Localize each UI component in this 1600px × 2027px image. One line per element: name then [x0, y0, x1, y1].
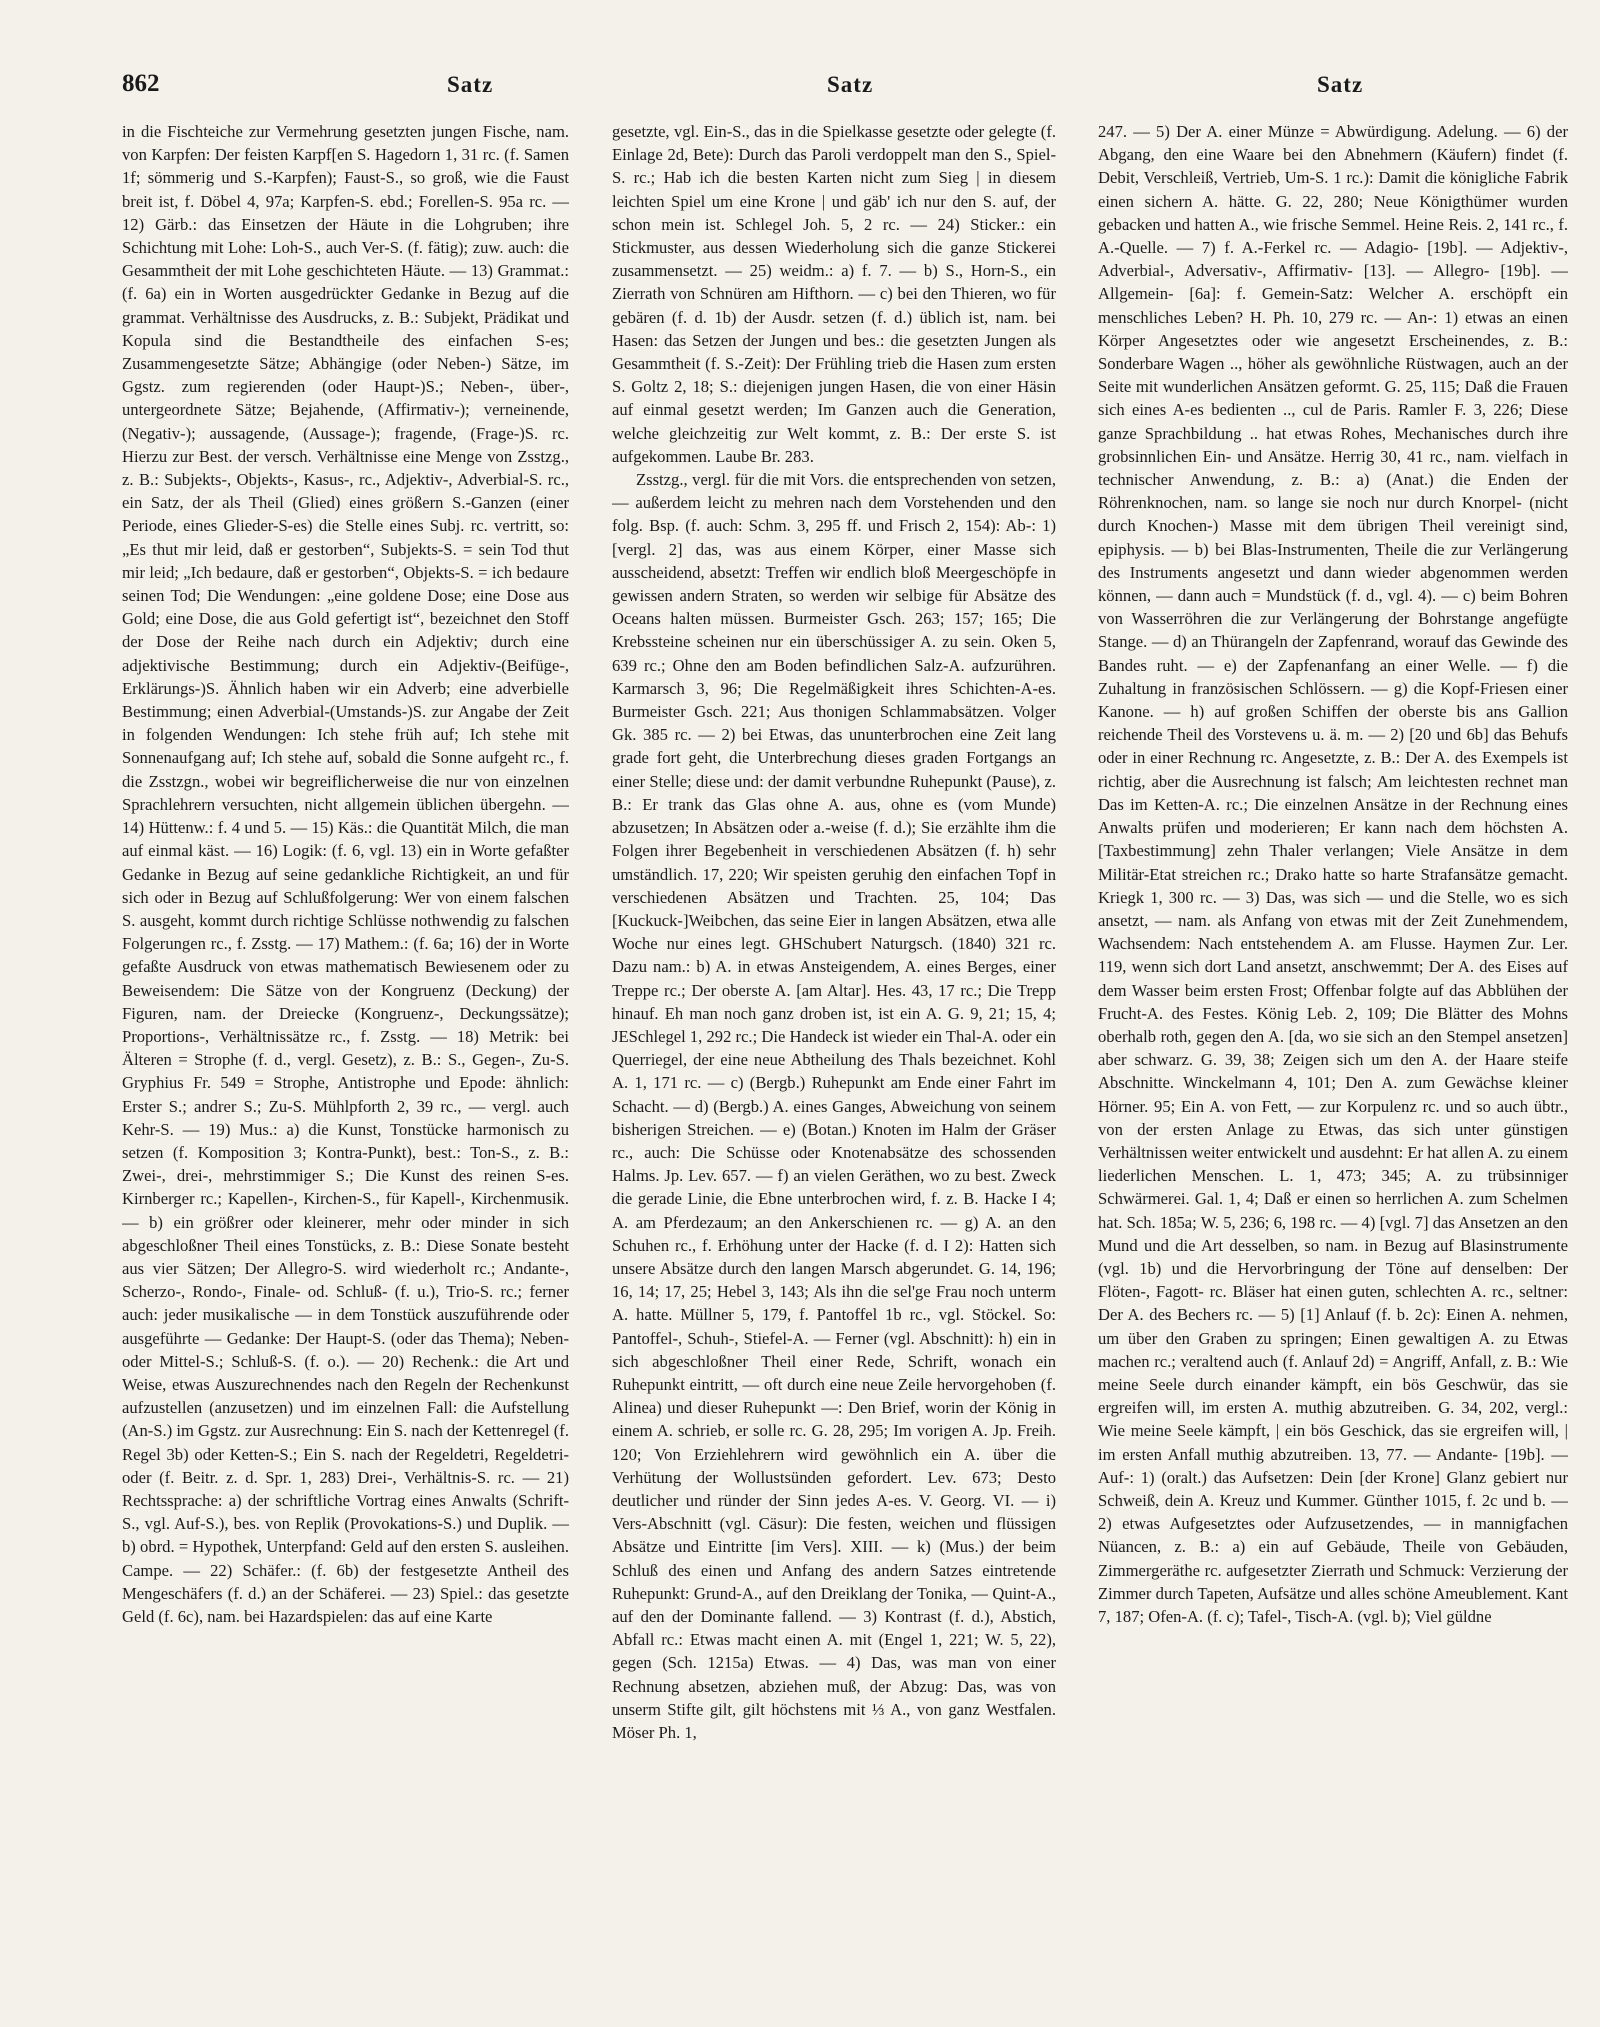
page-number: 862 [122, 70, 160, 97]
headword-column-1: Satz [447, 72, 494, 97]
text-column-2 [612, 120, 1056, 2010]
text-column-1 [122, 120, 569, 2010]
running-header [122, 70, 1570, 106]
headword-column-2: Satz [827, 72, 874, 97]
column-1-paragraph: in die Fischteiche zur Vermehrung gesetzten jungen Fische, nam. von Karpfen: Der feisten Karpf[en S. Hagedorn 1, 31 rc. (f. Samen 1f; sömmerig und S.-Karpfen); Faust-S., so groß, wie die Faust breit ist, f. Döbel 4, 97a; Karpfen-S. ebd.; Forellen-S. 95a rc. — 12) Gärb.: das Einsetzen der Häute in die Lohgruben; ihre Schichtung mit Lohe: Loh-S., auch Ver-S. (f. fätig); zuw. auch: die Gesammtheit der mit Lohe geschichteten Häute. — 13) Grammat.: (f. 6a) ein in Worten ausgedrückter Gedanke in Bezug auf die grammat. Verhältnisse des Ausdrucks, z. B.: Subjekt, Prädikat und Kopula sind die Bestandtheile des einfachen S-es; Zusammengesetzte Sätze; Abhängige (oder Neben-) Sätze, im Ggstz. zum regierenden (oder Haupt-)S.; Neben-, über-, untergeordnete Sätze; Bejahende, (Affirmativ-); verneinende, (Negativ-); aussagende, (Aussage-); fragende, (Frage-)S. rc. Hierzu zur Best. der versch. Verhältnisse eine Menge von Zsstzg., z. B.: Subjekts-, Objekts-, Kasus-, rc., Adjektiv-, Adverbial-S. rc., ein Satz, der als Theil (Glied) eines größern S.-Ganzen (einer Periode, eines Glieder-S-es) die Stelle eines Subj. rc. vertritt, so: „Es thut mir leid, daß er gestorben“, Subjekts-S. = sein Tod thut mir leid; „Ich bedaure, daß er gestorben“, Objekts-S. = ich bedaure seinen Tod; Die Wendungen: „eine goldene Dose; eine Dose aus Gold; eine Dose, die aus Gold gefertigt ist“, bezeichnet den Stoff der Dose der Reihe nach durch ein Adjektiv; durch eine adjektivische Bestimmung; durch ein Adjektiv-(Beifüge-, Erklärungs-)S. Ähnlich haben wir ein Adverb; eine adverbielle Bestimmung; einen Adverbial-(Umstands-)S. zur Angabe der Zeit in folgenden Wendungen: Ich stehe früh auf; Ich stehe mit Sonnenaufgang auf; Ich stehe auf, sobald die Sonne aufgeht rc., f. die Zsstzgn., wobei wir begreiflicherweise die nur von einzelnen Sprachlehrern versuchten, nicht allgemein üblichen übergehn. — 14) Hüttenw.: f. 4 und 5. — 15) Käs.: die Quantität Milch, die man auf einmal käst. — 16) Logik: (f. 6, vgl. 13) ein in Worte gefaßter Gedanke in Bezug auf seine gedankliche Richtigkeit, an und für sich oder in Bezug auf Schlußfolgerung: Wer von einem falschen S. ausgeht, kommt durch richtige Schlüsse nothwendig zu falschen Folgerungen rc., f. Zsstg. — 17) Mathem.: (f. 6a; 16) der in Worte gefaßte Ausdruck von etwas mathematisch Bewiesenem oder zu Beweisendem: Die Sätze von der Kongruenz (Deckung) der Figuren, nam. der Dreiecke (Kongruenz-, Deckungssätze); Proportions-, Verhältnissätze rc., f. Zsstg. — 18) Metrik: bei Älteren = Strophe (f. d., vergl. Gesetz), z. B.: S., Gegen-, Zu-S. Gryphius Fr. 549 = Strophe, Antistrophe und Epode: ähnlich: Erster S.; andrer S.; Zu-S. Mühlpforth 2, 39 rc., — vergl. auch Kehr-S. — 19) Mus.: a) die Kunst, Tonstücke harmonisch zu setzen (f. Komposition 3; Kontra-Punkt), best.: Ton-S., z. B.: Zwei-, drei-, mehrstimmiger S.; Die Kunst des reinen S-es. Kirnberger rc.; Kapellen-, Kirchen-S., für Kapell-, Kirchenmusik. — b) ein größrer oder kleinerer, mehr oder minder in sich abgeschloßner Theil eines Tonstücks, z. B.: Diese Sonate besteht aus vier Sätzen; Der Allegro-S. wird wiederholt rc.; Andante-, Scherzo-, Rondo-, Finale- od. Schluß- (f. u.), Trio-S. rc.; ferner auch: jeder musikalische — in dem Tonstück auszuführende oder ausgeführte — Gedanke: Der Haupt-S. (oder das Thema); Neben- oder Mittel-S.; Schluß-S. (f. o.). — 20) Rechenk.: die Art und Weise, etwas Auszurechnendes nach den Regeln der Rechenkunst aufzustellen (anzusetzen) und im einzelnen Fall: die Aufstellung (An-S.) im Ggstz. zur Ausrechnung: Ein S. nach der Kettenregel (f. Regel 3b) oder Ketten-S.; Ein S. nach der Regeldetri, Regeldetri- oder (f. Beitr. z. d. Spr. 1, 283) Drei-, Verhältnis-S. rc. — 21) Rechtssprache: a) der schriftliche Vortrag eines Anwalts (Schrift-S., vgl. Auf-S.), bes. von Replik (Provokations-S.) und Duplik. — b) obrd. = Hypothek, Unterpfand: Geld auf den ersten S. ausleihen. Campe. — 22) Schäfer.: (f. 6b) der festgesetzte Antheil des Mengeschäfers (f. d.) an der Schäferei. — 23) Spiel.: das gesetzte Geld (f. 6c), nam. bei Hazardspielen: das auf eine Karte [122, 122, 569, 1626]
column-3-paragraph: 247. — 5) Der A. einer Münze = Abwürdigung. Adelung. — 6) der Abgang, den eine Waare bei den Abnehmern (Käufern) findet (f. Debit, Verschleiß, Vertrieb, Um-S. 1 rc.): Damit die königliche Fabrik einen sichern A. hätte. G. 22, 280; Neue Königthümer wurden gebacken und hatten A., wie frische Semmel. Heine Reis. 2, 141 rc., f. A.-Quelle. — 7) f. A.-Ferkel rc. — Adagio- [19b]. — Adjektiv-, Adverbial-, Adversativ-, Affirmativ- [13]. — Allegro- [19b]. — Allgemein- [6a]: f. Gemein-Satz: Welcher A. erschöpft ein menschliches Leben? H. Ph. 10, 279 rc. — An-: 1) etwas an einen Körper Angesetztes oder wie angesetzt Erscheinendes, z. B.: Sonderbare Wagen .., höher als gewöhnliche Rüstwagen, auch an der Seite mit wunderlichen Ansätzen geformt. G. 25, 115; Daß die Frauen sich eines A-es bedienten .., cul de Paris. Ramler F. 3, 226; Diese ganze Sprachbildung .. hat etwas Rohes, Mechanisches durch ihre grobsinnlichen Ein- und Ansätze. Herrig 30, 41 rc., nam. vielfach in technischer Anwendung, z. B.: a) (Anat.) die Enden der Röhrenknochen, nam. so lange sie noch nur durch Knorpel- (nicht durch Knochen-) Masse mit dem übrigen Theil vereinigt sind, epiphysis. — b) bei Blas-Instrumenten, Theile die zur Verlängerung des Instruments angesetzt und dann wieder abgenommen werden können, — dann auch = Mundstück (f. d., vgl. 4). — c) beim Bohren von Wasserröhren die zur Verlängerung der Bohrstange angefügte Stange. — d) an Thürangeln der Zapfenrand, worauf das Gewinde des Bandes ruht. — e) der Zapfenanfang an einer Welle. — f) die Zuhaltung in französischen Schlössern. — g) die Kopf-Friesen einer Kanone. — h) auf großen Schiffen der oberste bis ans Gallion reichende Theil des Vorstevens u. ä. m. — 2) [20 und 6b] das Behufs oder in einer Rechnung rc. Angesetzte, z. B.: Der A. des Exempels ist richtig, aber die Ausrechnung ist falsch; Am leichtesten rechnet man Das im Ketten-A. rc.; Die einzelnen Ansätze in der Rechnung eines Anwalts prüfen und moderieren; Er kann nach dem höchsten A. [Taxbestimmung] zehn Thaler verlangen; Viele Ansätze in dem Militär-Etat streichen rc.; Drako hatte so harte Strafansätze gemacht. Kriegk 1, 300 rc. — 3) Das, was sich — und die Stelle, wo es sich ansetzt, — nam. als Anfang von etwas mit der Zeit Zunehmendem, Wachsendem: Nach entstehendem A. am Flusse. Haymen Zur. Ler. 119, wenn sich dort Land ansetzt, anschwemmt; Der A. des Eises auf dem Wasser beim ersten Frost; Offenbar folgte auf das Abblühen der Frucht-A. des Festes. König Leb. 2, 109; Die Blätter des Mohns oberhalb roth, gegen den A. [da, wo sie sich an den Stempel ansetzen] aber schwarz. G. 39, 38; Zeigen sich um den A. der Haare steife Abschnitte. Winckelmann 4, 101; Den A. zum Gewächse kleiner Hörner. 95; Ein A. von Fett, — zur Korpulenz rc. und so auch übtr., von der ersten Anlage zu Etwas, das sich unter günstigen Verhältnissen weiter entwickelt und ausdehnt: Er hat allen A. zu einem liederlichen Menschen. L. 1, 473; 345; A. zu trübsinniger Schwärmerei. Gal. 1, 4; Daß er einen so herrlichen A. zum Schelmen hat. Sch. 185a; W. 5, 236; 6, 198 rc. — 4) [vgl. 7] das Ansetzen an den Mund und die Art desselben, so nam. in Bezug auf Blasinstrumente (vgl. 1b) und die Hervorbringung der Töne auf denselben: Der Flöten-, Fagott- rc. Bläser hat einen guten, schlechten A. rc., seltner: Der A. des Bechers rc. — 5) [1] Anlauf (f. b. 2c): Einen A. nehmen, um über den Graben zu springen; Einen gewaltigen A. zu Etwas machen rc.; veraltend auch (f. Anlauf 2d) = Angriff, Anfall, z. B.: Wie meine Seele durch einander kämpft, ein bös Geschwür, das sie ergreifen will, im ersten A. muthig abzutreiben. G. 34, 202, vergl.: Wie meine Seele kämpft, | ein bös Geschick, das sie ergreifen will, | im ersten Anfall muthig abzutreiben. 13, 77. — Andante- [19b]. — Auf-: 1) (oralt.) das Aufsetzen: Dein [der Krone] Glanz gebiert nur Schweiß, dein A. Kreuz und Kummer. Günther 1015, f. 2c und b. — 2) etwas Aufgesetztes oder Aufzusetzendes, — in mannigfachen Nüancen, z. B.: a) ein auf Gebäude, Theile von Gebäuden, Zimmergeräthe rc. aufgesetzter Zierrath und Schmuck: Verzierung der Zimmer durch Tapeten, Aufsätze und alles schöne Ameublement. Kant 7, 187; Ofen-A. (f. c); Tafel-, Tisch-A. (vgl. b); Viel güldne [1098, 122, 1568, 1626]
text-column-3 [1098, 120, 1568, 2010]
headword-column-3: Satz [1317, 72, 1364, 97]
column-2-paragraph-2: Zsstzg., vergl. für die mit Vors. die entsprechenden von setzen, — außerdem leicht zu mehren nach dem Vorstehenden und den folg. Bsp. (f. auch: Schm. 3, 295 ff. und Frisch 2, 154): Ab-: 1) [vergl. 2] das, was aus einem Körper, einer Masse sich ausscheidend, absetzt: Treffen wir endlich bloß Meergeschöpfe in gewissen andern Straten, so werden wir selbige für Absätze des Oceans halten müssen. Burmeister Gsch. 263; 157; 165; Die Krebssteine scheinen nur ein überschüssiger A. zu sein. Oken 5, 639 rc.; Ohne den am Boden befindlichen Salz-A. aufzurühren. Karmarsch 3, 96; Die Regelmäßigkeit ihres Schichten-A-es. Burmeister Gsch. 221; Aus thonigen Schlammabsätzen. Volger Gk. 385 rc. — 2) bei Etwas, das ununterbrochen eine Zeit lang grade fort geht, die Unterbrechung dieses graden Fortgangs an einer Stelle; diese und: der damit verbundne Ruhepunkt (Pause), z. B.: Er trank das Glas ohne A. aus, ohne es (vom Munde) abzusetzen; In Absätzen oder a.-weise (f. d.); Sie erzählte ihm die Folgen ihrer Begebenheit in verschiedenen Absätzen (f. h) sehr umständlich. 17, 220; Wir speisten geruhig den einfachen Topf in verschiedenen Absätzen und Trachten. 25, 104; Das [Kuckuck-]Weibchen, das seine Eier in langen Absätzen, etwa alle Woche nur eines legt. GHSchubert Naturgsch. (1840) 321 rc. Dazu nam.: b) A. in etwas Ansteigendem, A. eines Berges, einer Treppe rc.; Der oberste A. [am Altar]. Hes. 43, 17 rc.; Die Trepp hinauf. Eh man noch ganz droben ist, ist ein A. G. 9, 21; 15, 4; JESchlegel 1, 292 rc.; Die Handeck ist wieder ein Thal-A. oder ein Querriegel, der eine neue Abtheilung des Thals bezeichnet. Kohl A. 1, 171 rc. — c) (Bergb.) Ruhepunkt am Ende einer Fahrt im Schacht. — d) (Bergb.) A. eines Ganges, Abweichung von seinem bisherigen Streichen. — e) (Botan.) Knoten im Halm der Gräser rc., auch: Die Schüsse oder Knotenabsätze des schossenden Halms. Jp. Lev. 657. — f) an vielen Geräthen, wo zu best. Zweck die gerade Linie, die Ebne unterbrochen wird, f. z. B. Hacke I 4; A. am Pferdezaum; an den Ankerschienen rc. — g) A. an den Schuhen rc., f. Erhöhung unter der Hacke (f. d. I 2): Hatten sich unsere Absätze durch den langen Marsch abgerundet. G. 14, 196; 16, 14; 17, 25; Hebel 3, 143; Als ihn die sel'ge Frau noch unterm A. hatte. Müllner 5, 179, f. Pantoffel 1b rc., vgl. Stöckel. So: Pantoffel-, Schuh-, Stiefel-A. — Ferner (vgl. Abschnitt): h) ein in sich abgeschloßner Theil einer Rede, Schrift, wonach ein Ruhepunkt eintritt, — oft durch eine neue Zeile hervorgehoben (f. Alinea) und dieser Ruhepunkt —: Den Brief, worin der König in einem A. schrieb, er solle rc. G. 28, 295; Im vorigen A. Jp. Freih. 120; Von Erziehlehrern wird gewöhnlich ein A. über die Verhütung der Wollustsünden gefordert. Lev. 673; Desto deutlicher und ründer der Sinn jedes A-es. V. Georg. VI. — i) Vers-Abschnitt (vgl. Cäsur): Die festen, weichen und flüssigen Absätze und Eintritte [im Vers]. XIII. — k) (Mus.) der beim Schluß des einen und Anfang des andern Satzes eintretende Ruhepunkt: Grund-A., auf den Dreiklang der Tonika, — Quint-A., auf den der Dominante fallend. — 3) Kontrast (f. d.), Abstich, Abfall rc.: Etwas macht einen A. mit (Engel 1, 221; W. 5, 22), gegen (Sch. 1215a) Etwas. — 4) Das, was man von einer Rechnung absetzen, abziehen muß, der Abzug: Das, was von unserm Stifte gilt, gilt höchstens mit ⅓ A., von ganz Westfalen. Möser Ph. 1, [612, 470, 1056, 1743]
column-2-paragraph-1: gesetzte, vgl. Ein-S., das in die Spielkasse gesetzte oder gelegte (f. Einlage 2d, Bete): Durch das Paroli verdoppelt man den S., Spiel-S. rc.; Hab ich die besten Karten nicht zum Sieg | in diesem leichten Spiel um eine Krone | und gäb' ich nur den S. auf, der schon mein ist. Schlegel Joh. 5, 2 rc. — 24) Sticker.: ein Stickmuster, aus dessen Wiederholung sich die ganze Stickerei zusammensetzt. — 25) weidm.: a) f. 7. — b) S., Horn-S., ein Zierrath von Schnüren am Hifthorn. — c) bei den Thieren, wo für gebären (f. d. 1b) der Ausdr. setzen (f. d.) üblich ist, nam. bei Hasen: das Setzen der Jungen und bes.: die gesetzten Jungen als Gesammtheit (f. S.-Zeit): Der Frühling trieb die Hasen zum ersten S. Goltz 2, 18; S.: diejenigen jungen Hasen, die von einer Häsin auf einmal gesetzt werden; Im Ganzen auch die Generation, welche gleichzeitig zur Welt kommt, z. B.: Der erste S. ist aufgekommen. Laube Br. 283. [612, 122, 1056, 466]
